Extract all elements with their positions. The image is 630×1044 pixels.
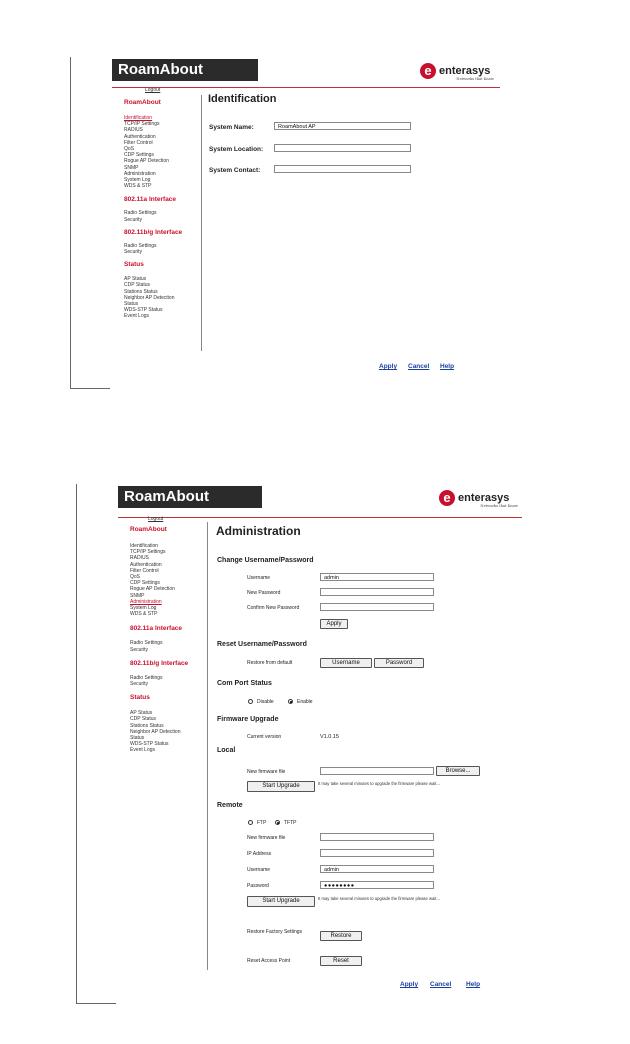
sidebar-item-11bg-radio[interactable]: Radio Settings (124, 242, 157, 249)
remote-username-input[interactable]: admin (320, 865, 434, 873)
ip-address-label: IP Address (247, 851, 272, 857)
sidebar-item-wds-stp[interactable]: WDS & STP (124, 183, 152, 190)
confirm-password-input[interactable] (320, 603, 434, 611)
firmware-file-input[interactable] (320, 767, 434, 775)
apply-credentials-button[interactable]: Apply (320, 619, 348, 629)
sidebar-item-neighbor-ap[interactable]: Neighbor AP Detection (130, 728, 181, 735)
page-title: Identification (208, 93, 277, 105)
browse-button[interactable]: Browse... (436, 766, 480, 776)
identification-panel (70, 57, 500, 389)
restore-default-label: Restore from default (247, 660, 293, 666)
sidebar-item-11bg-security[interactable]: Security (130, 681, 149, 688)
cancel-link[interactable]: Cancel (408, 363, 430, 370)
app-header (118, 486, 532, 510)
sidebar-item-event-logs[interactable]: Event Logs (124, 313, 150, 320)
start-upgrade-remote-button[interactable]: Start Upgrade (247, 896, 315, 907)
enterasys-logo (420, 59, 500, 83)
sidebar-item-tcpip[interactable]: TCP/IP Settings (124, 121, 160, 128)
system-contact-input[interactable] (274, 165, 411, 173)
system-location-input[interactable] (274, 144, 411, 152)
current-version-label: Current version (247, 734, 282, 740)
sidebar-item-11bg-security[interactable]: Security (124, 249, 143, 256)
reset-password-button[interactable]: Password (374, 658, 424, 668)
sidebar-item-system-log[interactable]: System Log (130, 605, 157, 612)
sidebar-item-filter-control[interactable]: Filter Control (124, 139, 153, 146)
remote-password-input[interactable]: ●●●●●●●● (320, 881, 434, 889)
username-label: Username (247, 575, 271, 581)
sidebar-item-cdp-status[interactable]: CDP Status (124, 282, 151, 289)
logo-tagline: Networks that Know (480, 504, 518, 508)
sidebar-section-11a: 802.11a Interface (130, 625, 183, 633)
sidebar-item-ap-status[interactable]: AP Status (130, 710, 153, 717)
header-divider (112, 87, 500, 88)
reset-button[interactable]: Reset (320, 956, 362, 966)
ftp-label: FTP (257, 820, 267, 826)
restore-button[interactable]: Restore (320, 931, 362, 941)
sidebar-item-stations-status[interactable]: Stations Status (124, 288, 158, 295)
enterasys-logo-icon: e (420, 63, 436, 79)
sidebar-item-11a-radio[interactable]: Radio Settings (124, 210, 157, 217)
new-password-label: New Password (247, 590, 281, 596)
sidebar-separator (201, 95, 202, 351)
sidebar-section-roamabout: RoamAbout (124, 99, 161, 106)
sidebar-item-cdp-settings[interactable]: CDP Settings (124, 152, 154, 159)
sidebar-item-11bg-radio[interactable]: Radio Settings (130, 674, 163, 681)
sidebar-section-11bg: 802.11b/g Interface (124, 228, 183, 236)
sidebar-item-11a-security[interactable]: Security (124, 216, 143, 223)
sidebar-item-filter-control[interactable]: Filter Control (130, 567, 159, 574)
new-password-input[interactable] (320, 588, 434, 596)
upgrade-note-local: It may take several minutes to upgrade the firmware please wait... (318, 781, 440, 786)
sidebar-item-wds-stp-status[interactable]: WDS-STP Status (124, 307, 163, 314)
com-port-enable-radio[interactable] (288, 699, 293, 704)
remote-firmware-file-label: New firmware file (247, 835, 286, 841)
sidebar-item-rogue-ap[interactable]: Rogue AP Detection (124, 158, 169, 165)
sidebar-section-status: Status (124, 261, 144, 269)
app-title: RoamAbout (112, 59, 258, 81)
identification-content (208, 93, 500, 353)
sidebar-item-qos[interactable]: QoS (124, 146, 135, 153)
help-link[interactable]: Help (466, 981, 481, 988)
panel-bottom-border (76, 1003, 116, 1004)
logo-text: enterasys (458, 492, 510, 504)
sidebar-item-event-logs[interactable]: Event Logs (130, 747, 156, 754)
sidebar-item-rogue-ap[interactable]: Rogue AP Detection (130, 586, 175, 593)
sidebar-item-ap-status[interactable]: AP Status (124, 276, 147, 283)
sidebar-item-stations-status[interactable]: Stations Status (130, 722, 164, 729)
reset-ap-label: Reset Access Point (247, 958, 291, 964)
logout-link[interactable]: Logout (145, 87, 161, 93)
panel-left-border (76, 484, 77, 1004)
sidebar-separator (207, 522, 208, 970)
enterasys-logo (439, 486, 524, 510)
start-upgrade-local-button[interactable]: Start Upgrade (247, 781, 315, 792)
app-title: RoamAbout (118, 486, 262, 508)
page-title: Administration (216, 524, 301, 538)
sidebar-item-qos[interactable]: QoS (130, 574, 141, 581)
sidebar-item-wds-stp-status[interactable]: WDS-STP Status (130, 741, 169, 748)
firmware-upgrade-title: Firmware Upgrade (217, 716, 279, 723)
sidebar-item-wds-stp[interactable]: WDS & STP (130, 611, 158, 618)
remote-title: Remote (217, 802, 243, 809)
enterasys-logo-icon: e (439, 490, 455, 506)
administration-content (216, 524, 516, 974)
logout-link[interactable]: Logout (148, 516, 164, 522)
system-name-label: System Name: (209, 124, 254, 131)
sidebar-item-authentication[interactable]: Authentication (130, 561, 162, 568)
com-port-title: Com Port Status (217, 680, 272, 687)
username-input[interactable]: admin (320, 573, 434, 581)
confirm-password-label: Confirm New Password (247, 605, 300, 611)
tftp-radio[interactable] (275, 820, 280, 825)
ip-address-input[interactable] (320, 849, 434, 857)
administration-panel (76, 484, 532, 1004)
system-contact-label: System Contact: (209, 167, 261, 174)
local-title: Local (217, 747, 236, 754)
apply-link[interactable]: Apply (400, 981, 419, 988)
logo-tagline: Networks that Know (456, 77, 494, 81)
app-header (112, 59, 500, 83)
system-location-label: System Location: (209, 146, 264, 153)
sidebar-item-identification[interactable]: Identification (124, 115, 153, 121)
panel-left-border (70, 57, 71, 389)
sidebar-item-neighbor-ap[interactable]: Neighbor AP Detection (124, 294, 175, 301)
remote-password-label: Password (247, 883, 269, 889)
sidebar-item-snmp[interactable]: SNMP (124, 164, 139, 171)
sidebar-item-administration[interactable]: Administration (124, 170, 156, 177)
sidebar-item-11a-security[interactable]: Security (130, 646, 149, 653)
sidebar-item-cdp-status[interactable]: CDP Status (130, 716, 157, 723)
sidebar-item-cdp-settings[interactable]: CDP Settings (130, 580, 160, 587)
remote-firmware-file-input[interactable] (320, 833, 434, 841)
sidebar-section-11a: 802.11a Interface (124, 196, 177, 204)
sidebar-item-system-log[interactable]: System Log (124, 177, 151, 184)
new-firmware-file-label: New firmware file (247, 769, 286, 775)
sidebar-item-snmp[interactable]: SNMP (130, 592, 145, 599)
help-link[interactable]: Help (440, 363, 455, 370)
panel-bottom-border (70, 388, 110, 389)
ftp-radio[interactable] (248, 820, 253, 825)
sidebar-section-11bg: 802.11b/g Interface (130, 659, 189, 667)
sidebar-nav (118, 522, 208, 970)
current-version-value: V1.0.15 (320, 734, 339, 740)
sidebar-item-tcpip[interactable]: TCP/IP Settings (130, 549, 166, 556)
apply-link[interactable]: Apply (379, 363, 398, 370)
sidebar-item-neighbor-ap-status[interactable]: Status (124, 301, 139, 308)
sidebar-section-roamabout: RoamAbout (130, 526, 167, 533)
sidebar-item-radius[interactable]: RADIUS (130, 555, 149, 562)
tftp-label: TFTP (284, 820, 297, 826)
sidebar-item-authentication[interactable]: Authentication (124, 133, 156, 140)
com-port-disable-label: Disable (257, 699, 274, 705)
sidebar-item-identification[interactable]: Identification (130, 543, 159, 549)
com-port-enable-label: Enable (297, 699, 313, 705)
sidebar-item-administration[interactable]: Administration (130, 598, 162, 605)
sidebar-item-11a-radio[interactable]: Radio Settings (130, 640, 163, 647)
sidebar-section-status: Status (130, 694, 150, 702)
system-name-input[interactable]: RoamAbout AP (274, 122, 411, 130)
sidebar-item-radius[interactable]: RADIUS (124, 127, 143, 134)
reset-credentials-title: Reset Username/Password (217, 641, 307, 648)
restore-factory-label: Restore Factory Settings (247, 929, 303, 935)
sidebar-item-neighbor-ap-status[interactable]: Status (130, 735, 145, 742)
header-divider (118, 517, 522, 518)
cancel-link[interactable]: Cancel (430, 981, 452, 988)
change-credentials-title: Change Username/Password (217, 557, 314, 564)
reset-username-button[interactable]: Username (320, 658, 372, 668)
upgrade-note-remote: It may take several minutes to upgrade the firmware please wait... (318, 896, 440, 901)
logo-text: enterasys (439, 65, 491, 77)
remote-username-label: Username (247, 867, 271, 873)
sidebar-nav (112, 95, 202, 351)
com-port-disable-radio[interactable] (248, 699, 253, 704)
